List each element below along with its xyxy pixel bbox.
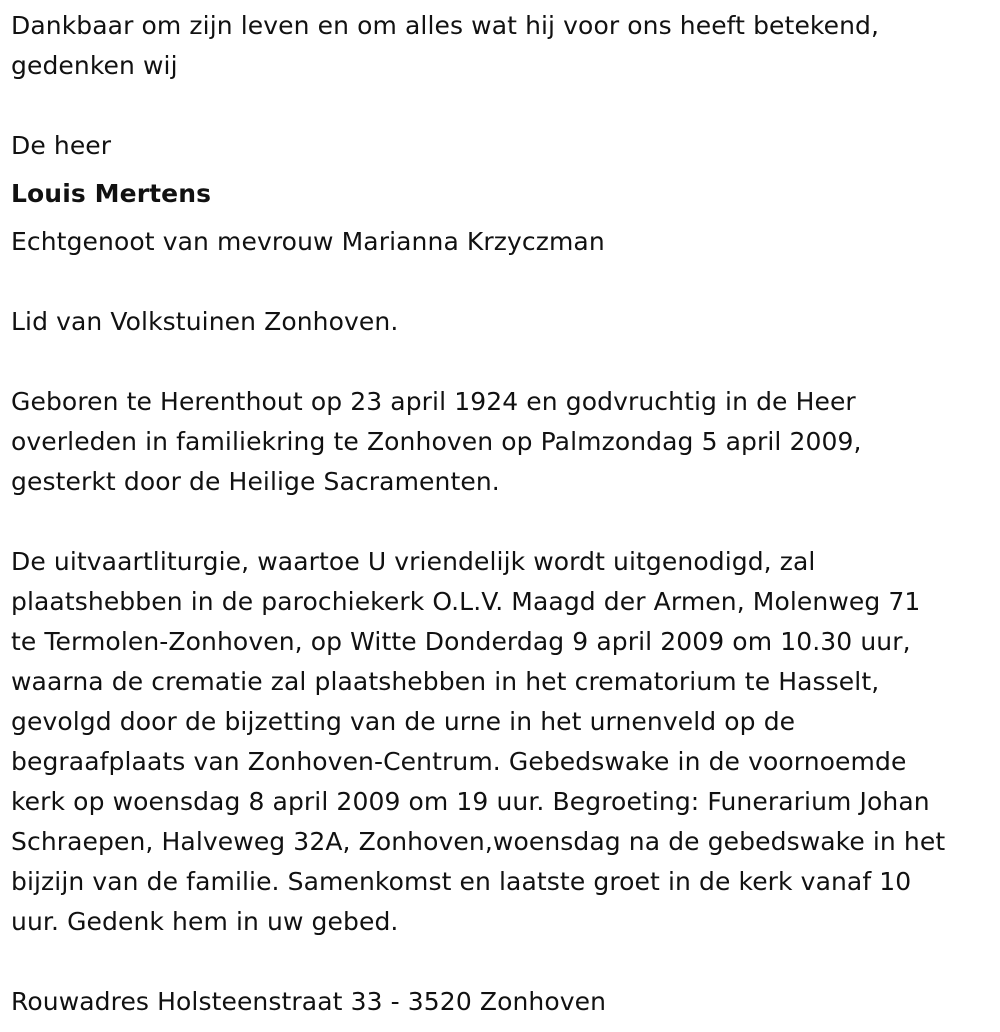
intro-line-1: Dankbaar om zijn leven en om alles wat hij voor ons heeft betekend, xyxy=(11,11,880,40)
birth-death-line-1: Geboren te Herenthout op 23 april 1924 en godvruchtig in de Heer xyxy=(11,387,856,416)
funeral-line-4: waarna de crematie zal plaatshebben in het crematorium te Hasselt, xyxy=(11,667,880,696)
mourning-address: Rouwadres Holsteenstraat 33 - 3520 Zonhoven xyxy=(11,987,607,1016)
funeral-line-7: kerk op woensdag 8 april 2009 om 19 uur. Begroeting: Funerarium Johan xyxy=(11,787,930,816)
funeral-line-9: bijzijn van de familie. Samenkomst en laatste groet in de kerk vanaf 10 xyxy=(11,867,912,896)
birth-death-line-2: overleden in familiekring te Zonhoven op Palmzondag 5 april 2009, xyxy=(11,427,862,456)
funeral-line-5: gevolgd door de bijzetting van de urne in het urnenveld op de xyxy=(11,707,796,736)
funeral-line-8: Schraepen, Halveweg 32A, Zonhoven,woensdag na de gebedswake in het xyxy=(11,827,946,856)
membership-text: Lid van Volkstuinen Zonhoven. xyxy=(11,307,399,336)
birth-death-line-3: gesterkt door de Heilige Sacramenten. xyxy=(11,467,500,496)
funeral-line-2: plaatshebben in de parochiekerk O.L.V. Maagd der Armen, Molenweg 71 xyxy=(11,587,921,616)
funeral-line-10: uur. Gedenk hem in uw gebed. xyxy=(11,907,399,936)
person-spouse: Echtgenoot van mevrouw Marianna Krzyczman xyxy=(11,227,605,256)
person-name: Louis Mertens xyxy=(11,179,212,208)
person-title: De heer xyxy=(11,131,112,160)
funeral-line-3: te Termolen-Zonhoven, op Witte Donderdag 9 april 2009 om 10.30 uur, xyxy=(11,627,911,656)
funeral-line-1: De uitvaartliturgie, waartoe U vriendelijk wordt uitgenodigd, zal xyxy=(11,547,816,576)
funeral-line-6: begraafplaats van Zonhoven-Centrum. Gebedswake in de voornoemde xyxy=(11,747,907,776)
intro-line-2: gedenken wij xyxy=(11,51,178,80)
